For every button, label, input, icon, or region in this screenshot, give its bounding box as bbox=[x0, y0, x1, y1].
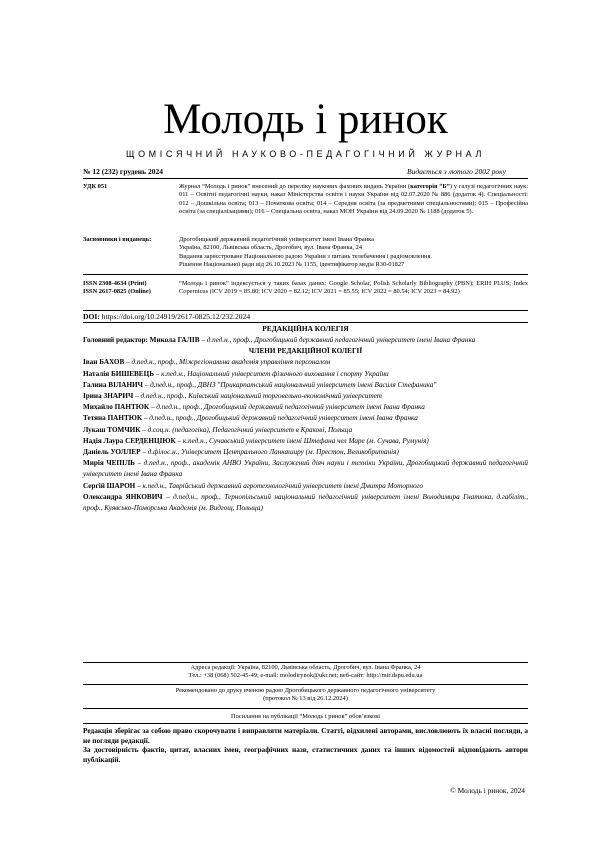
member-name: Ірина ЗНАРИЧ bbox=[83, 392, 134, 401]
members-list bbox=[83, 357, 528, 514]
board-member bbox=[83, 447, 528, 458]
divider bbox=[83, 274, 528, 275]
members-heading: ЧЛЕНИ РЕДАКЦІЙНОЇ КОЛЕГІЇ bbox=[248, 347, 363, 356]
published-since: Видається з лютого 2002 року bbox=[407, 167, 506, 176]
citation-note: Посилання на публікації “Молодь і ринок” обов’язкові bbox=[230, 713, 381, 720]
udk-label: УДК 051 bbox=[83, 183, 108, 190]
issn-print: ISSN 2308-4634 (Print) bbox=[83, 280, 147, 287]
editorial-board-heading: РЕДАКЦІЙНА КОЛЕГІЯ bbox=[262, 324, 349, 333]
divider bbox=[83, 310, 528, 311]
member-name: Лукаш ТОМЧИК bbox=[83, 425, 141, 434]
board-member bbox=[83, 357, 528, 368]
member-details: – д.пед.н., проф., Міжрегіональна академія управління персоналом bbox=[124, 358, 331, 367]
board-member bbox=[83, 458, 528, 480]
founder-address: Україна, 82100, Львівська область, Дрогобич, вул. Івана Франка, 24 bbox=[179, 244, 363, 252]
board-member bbox=[83, 391, 528, 402]
member-details: – д.пед.н., проф., Дрогобицький державний педагогічний університет імені Івана Франка bbox=[149, 403, 425, 412]
member-details: – к.пед.н., Сучавський університет імені Штефана чел Маре (м. Сучава, Румунія) bbox=[175, 436, 429, 445]
disclaimer: Редакція зберігає за собою право скорочувати і виправляти матеріали. Статті, відхилені авторами, висловлюють їх власні погляди, а не погляди редакції. За достовірність фактів, цитат, власних імен, географічних назв, статистичних даних та інших відомостей відповідають автори публікацій. bbox=[83, 726, 528, 764]
member-name: Даніель УОЛЛЕР bbox=[83, 448, 141, 457]
doi-label: DOI: bbox=[83, 312, 100, 321]
board-member bbox=[83, 425, 528, 436]
member-name: Тетяна ПАНТЮК bbox=[83, 414, 143, 423]
member-details: – д.пед.н., проф., академік АНВО України, Заслужений діяч науки і техніки України, Дрогобицький державний педагогічний університет імені Івана Франка bbox=[83, 459, 529, 479]
issue-number: № 12 (232) грудень 2024 bbox=[83, 167, 163, 176]
board-member bbox=[83, 436, 528, 447]
founder-label: Засновники і видавець: bbox=[83, 236, 152, 243]
journal-title: Молодь і ринок bbox=[163, 96, 448, 143]
copyright: © Молодь і ринок, 2024 bbox=[450, 786, 525, 795]
board-member bbox=[83, 413, 528, 424]
chief-editor: Головний редактор: Микола ГАЛІВ – д.пед.н., проф., Дрогобицький державний педагогічний університет імені Івана Франка bbox=[83, 336, 476, 344]
divider bbox=[83, 684, 528, 685]
approval-note: Рекомендовано до друку вченою радою Дрогобицького державного педагогічного університету (протокол № 13 від 26.12.2024) bbox=[175, 687, 436, 703]
editorial-board bbox=[83, 335, 528, 514]
board-member bbox=[83, 369, 528, 380]
board-member bbox=[83, 380, 528, 391]
board-member bbox=[83, 492, 528, 514]
issue-row bbox=[83, 167, 528, 176]
member-name: Сергій ШАРОН bbox=[83, 481, 136, 490]
indexing-text: “Молодь і ринок” індексується у таких базах даних: Google Scholar, Polish Scholarly Bibliography (PBN); ERIH PLUS; Index Copernicus (ICV 2019 = 85.80; ICV 2020 = 82.12; ICV 2021 = 85.55; ICV 2022 = 80.54; ICV 2023 = 84.92) bbox=[179, 280, 528, 296]
member-name: Галина ВІЛАНИЧ bbox=[83, 380, 143, 389]
editorial-address: Адреса редакції: Україна, 82100, Львівська область, Дрогобич, вул. Івана Франка, 24 Тел.: +38 (068) 502-45-49; e-mail: molodirynok@ukr.net; веб-сайт: http://mir.dspu.edu.ua bbox=[188, 664, 423, 680]
doi-line bbox=[83, 312, 250, 321]
divider bbox=[83, 708, 528, 709]
member-details: – к.пед.н., Таврійський державний агротехнологічний університет імені Дмитра Моторного bbox=[135, 481, 424, 490]
member-details: – к.пед.н., Національний університет фізичного виховання і спорту України bbox=[153, 369, 389, 378]
divider bbox=[83, 322, 528, 323]
registration-note: Видання зареєстроване Національною радою України з питань телебачення і радіомовлення. bbox=[179, 252, 433, 260]
member-name: Надія Лаура СЕРДЕНЦІЮК bbox=[83, 436, 176, 445]
board-member bbox=[83, 481, 528, 492]
udk-category: категорія “Б” bbox=[410, 183, 450, 190]
registration-decision: Рішення Національної ради від 26.10.2023 № 1155, ідентифікатор медіа R30-01827 bbox=[179, 261, 405, 269]
member-name: Олександра ЯНКОВИЧ bbox=[83, 492, 163, 501]
divider bbox=[83, 178, 528, 179]
issn-online: ISSN 2617-0825 (Online) bbox=[83, 288, 151, 296]
member-name: Михайло ПАНТЮК bbox=[83, 403, 150, 412]
udk-text: Журнал “Молодь і ринок” внесений до переліку наукових фахових видань України (категорія “Б”) у галузі педагогічних наук: 011 – Освітні педагогічні науки, наказ Міністерства освіти і науки України від 02.07.2020 № 886 (додаток 4). Спеціальності: 012 – Дошкільна освіта; 013 – Початкова освіта; 014 – Середня освіта (за предметними спеціальностями); 015 – Професійна освіта (за спеціалізаціями); 016 – Спеціальна освіта, наказ МОН України від 24.09.2020 № 1188 (додаток 5). bbox=[179, 183, 529, 216]
divider bbox=[83, 662, 528, 663]
chief-editor-name: Микола ГАЛІВ bbox=[149, 336, 200, 344]
member-details: – д.пед.н., проф., Дрогобицький державний педагогічний університет імені Івана Франка bbox=[142, 414, 418, 423]
doi-link[interactable]: https://doi.org/10.24919/2617-0825.12/232.2024 bbox=[101, 312, 251, 321]
member-details: – д.філос.н., Університет Центрального Ланкаширу (м. Престон, Великобританія) bbox=[140, 448, 399, 457]
member-details: – д.пед.н., проф., Тернопільський національний педагогічний університет імені Володимира Гнатюка, д.габіліт., проф., Куявсько-Поморська Академія (м. Видгощ, Польща) bbox=[83, 492, 528, 513]
divider bbox=[83, 723, 528, 724]
member-details: – д.пед.н., проф., Київський національний торговельно-економічний університет bbox=[133, 392, 382, 401]
founder-name: Дрогобицький державний педагогічний університет імені Івана Франка bbox=[179, 236, 374, 243]
member-name: Мирія ЧЕПІЛЬ bbox=[83, 459, 135, 468]
member-name: Наталія БИШЕВЕЦЬ bbox=[83, 369, 154, 378]
board-member bbox=[83, 402, 528, 413]
member-details: – д.пед.н., проф., ДВНЗ "Прикарпатський національний університет імені Василя Стефаника" bbox=[142, 380, 437, 389]
member-details: – д.соц.н. (педагогіка), Педагогічний університет в Кракові, Польща bbox=[140, 425, 353, 434]
member-name: Іван БАХОВ bbox=[83, 358, 125, 367]
journal-subtitle: ЩОМІСЯЧНИЙ НАУКОВО-ПЕДАГОГІЧНИЙ ЖУРНАЛ bbox=[126, 149, 485, 159]
